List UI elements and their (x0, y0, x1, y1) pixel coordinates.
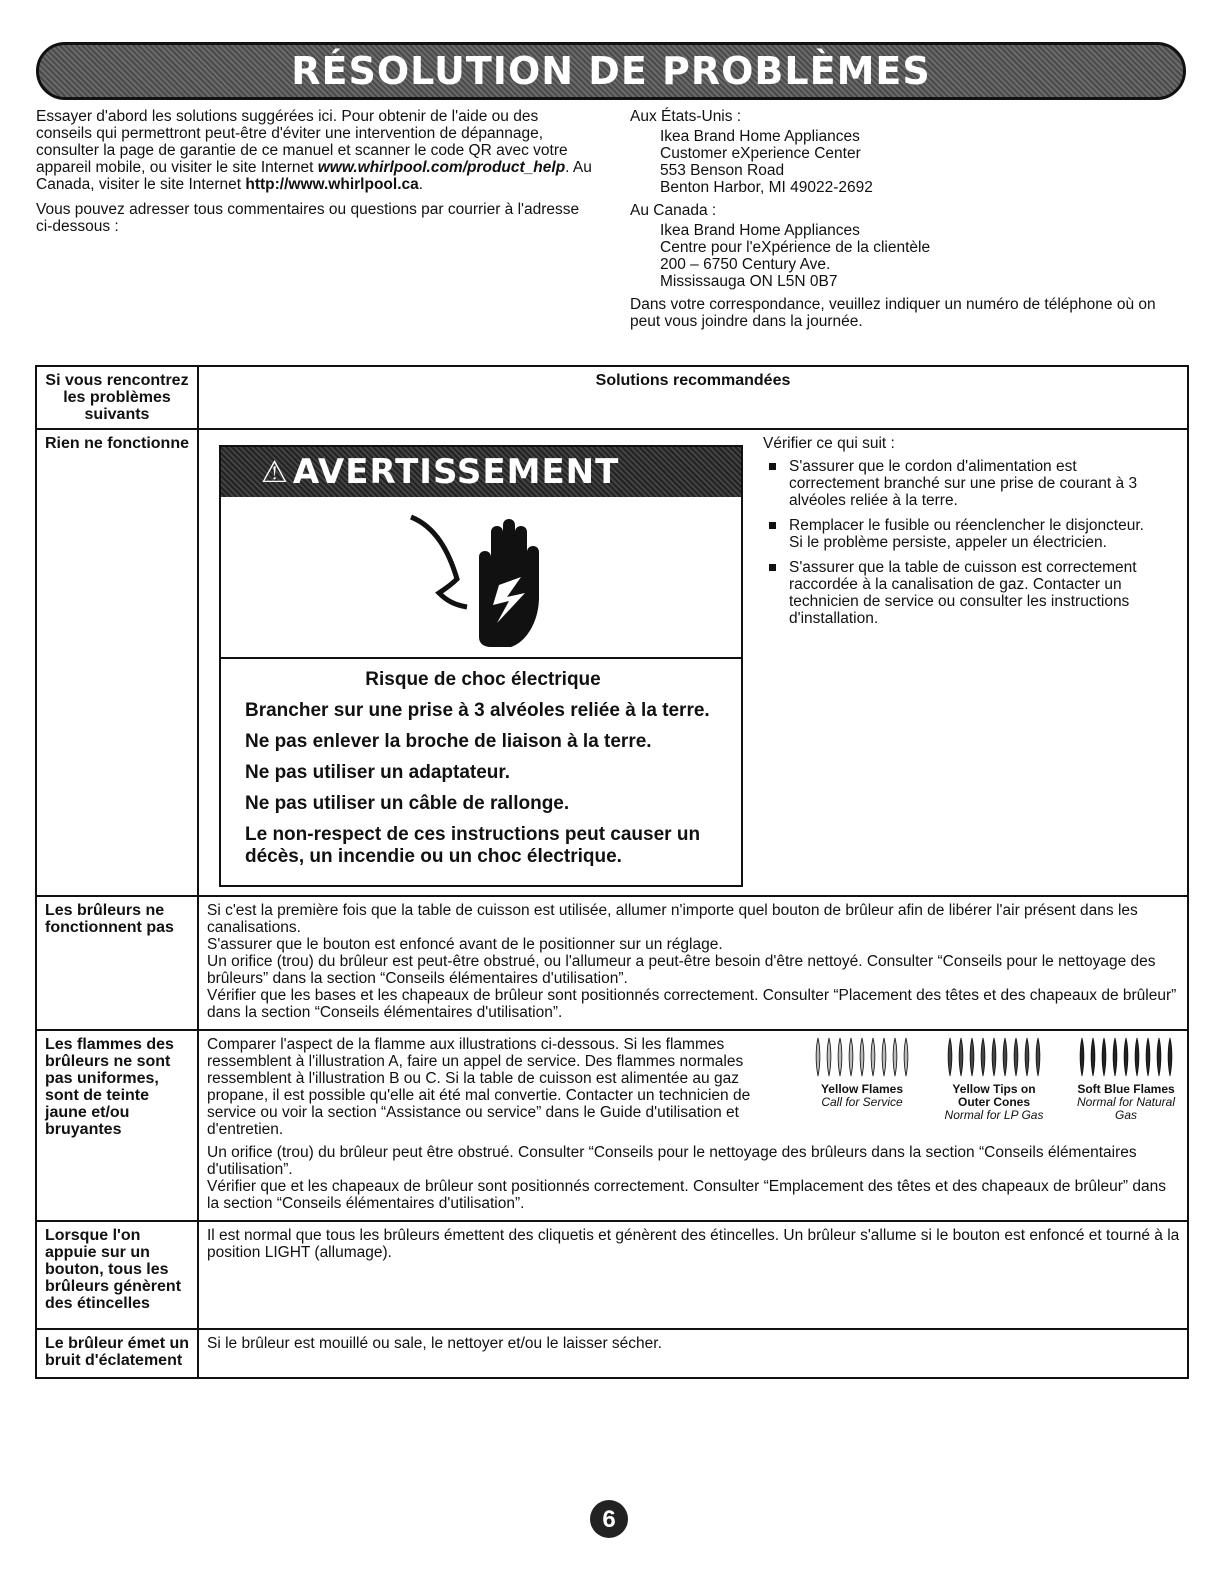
flame-cone (1025, 1038, 1029, 1076)
solution-cell (198, 429, 1188, 896)
warning-line: Le non-respect de ces instructions peut causer un décès, un incendie ou un choc électrique. (245, 824, 701, 867)
flame-cone (1102, 1038, 1106, 1076)
contact-note: Dans votre correspondance, veuillez indiquer un numéro de téléphone où on peut vous joindre dans la journée. (630, 296, 1156, 330)
yellow-tip-flame-icon (944, 1036, 1044, 1078)
flame-cone (1146, 1038, 1150, 1076)
list-item: S'assurer que le cordon d'alimentation est correctement branché sur une prise de courant à 3 alvéoles reliée à la terre. (789, 458, 1158, 509)
whirlpool-ca-link[interactable]: http://www.whirlpool.ca (245, 176, 419, 193)
flame-cone (1014, 1038, 1018, 1076)
table-row (36, 1030, 1188, 1221)
flame-cone (904, 1038, 908, 1076)
warning-line: Ne pas enlever la broche de liaison à la terre. (245, 731, 652, 752)
problem-cell: Les brûleurs ne fonctionnent pas (36, 896, 198, 1030)
check-list-section (763, 435, 1158, 891)
flame-cone (1036, 1038, 1040, 1076)
title-banner (36, 42, 1186, 100)
solution-cell: Si le brûleur est mouillé ou sale, le nettoyer et/ou le laisser sécher. (198, 1329, 1188, 1378)
electric-shock-hand-icon (221, 497, 741, 657)
intro-paragraph-2: Vous pouvez adresser tous commentaires ou questions par courrier à l'adresse ci-dessous : (36, 201, 580, 235)
yellow-flame-icon (812, 1036, 912, 1078)
flame-cone (1003, 1038, 1007, 1076)
table-row (36, 1221, 1188, 1329)
warning-line: Ne pas utiliser un adaptateur. (245, 762, 511, 783)
flame-cone (838, 1038, 842, 1076)
table-row (36, 896, 1188, 1030)
flame-cone (871, 1038, 875, 1076)
table-row (36, 1329, 1188, 1378)
blue-flame-icon (1076, 1036, 1176, 1078)
column-header-solutions: Solutions recommandées (198, 366, 1188, 429)
flame-cone (860, 1038, 864, 1076)
page-title: RÉSOLUTION DE PROBLÈMES (291, 48, 931, 93)
warning-header: ⚠ AVERTISSEMENT (221, 447, 741, 497)
flame-cone (1080, 1038, 1084, 1076)
flame-cone (816, 1038, 820, 1076)
problem-cell: Rien ne fonctionne (36, 429, 198, 896)
flame-cone (849, 1038, 853, 1076)
flame-cone (1113, 1038, 1117, 1076)
page-number: 6 (590, 1500, 628, 1538)
us-address: Ikea Brand Home Appliances Customer eXperience Center 553 Benson Road Benton Harbor, MI 49022-2692 (660, 128, 873, 196)
warning-line: Brancher sur une prise à 3 alvéoles reliée à la terre. (245, 700, 710, 721)
problem-cell: Lorsque l'on appuie sur un bouton, tous les brûleurs génèrent des étincelles (36, 1221, 198, 1329)
table-header-row (36, 366, 1188, 429)
problem-cell: Le brûleur émet un bruit d'éclatement (36, 1329, 198, 1378)
flame-cone (1168, 1038, 1172, 1076)
flame-cone (959, 1038, 963, 1076)
flame-illustration-b: Yellow Tips on Outer Cones Normal for LP Gas (939, 1036, 1049, 1138)
list-item: S'assurer que la table de cuisson est correctement raccordée à la canalisation de gaz. Contacter un technicien de service ou consulter les instructions d'installation. (789, 559, 1158, 627)
warning-triangle-icon: ⚠ (261, 454, 289, 490)
flame-cone (893, 1038, 897, 1076)
whirlpool-help-link[interactable]: www.whirlpool.com/product_help (317, 159, 566, 176)
table-row (36, 429, 1188, 896)
shock-hazard-image (221, 497, 741, 659)
ca-label: Au Canada : (630, 202, 717, 219)
warning-text (221, 659, 741, 885)
intro-paragraph-1: Essayer d'abord les solutions suggérées ici. Pour obtenir de l'aide ou des conseils qui permettront peut-être d'éviter une intervention de dépannage, consulter la page de garantie de ce manuel et scanner le code QR avec votre appareil mobile, ou visiter le site Internet www.whirlpool.com/product_help. Au Canada, visiter le site Internet http://www.whirlpool.ca. (36, 108, 592, 193)
flame-cone (1135, 1038, 1139, 1076)
contact-section (630, 108, 1190, 330)
flame-cone (1124, 1038, 1128, 1076)
column-header-problems: Si vous rencontrez les problèmes suivants (36, 366, 198, 429)
flame-cone (970, 1038, 974, 1076)
flame-cone (992, 1038, 996, 1076)
warning-subtitle: Risque de choc électrique (365, 669, 601, 690)
check-intro: Vérifier ce qui suit : (763, 435, 895, 452)
flame-cone (948, 1038, 952, 1076)
flame-illustration-a: Yellow Flames Call for Service (807, 1036, 917, 1138)
intro-section (36, 108, 596, 243)
flame-cone (882, 1038, 886, 1076)
flame-illustrations (807, 1036, 1181, 1138)
flame-cone (827, 1038, 831, 1076)
troubleshooting-table (35, 365, 1189, 1379)
ca-address: Ikea Brand Home Appliances Centre pour l'eXpérience de la clientèle 200 – 6750 Century Ave. Mississauga ON L5N 0B7 (660, 222, 931, 290)
flame-cone (1157, 1038, 1161, 1076)
list-item: Remplacer le fusible ou réenclencher le disjoncteur. Si le problème persiste, appeler un électricien. (789, 517, 1158, 551)
us-label: Aux États-Unis : (630, 108, 742, 125)
warning-box (219, 445, 743, 887)
problem-cell: Les flammes des brûleurs ne sont pas uniformes, sont de teinte jaune et/ou bruyantes (36, 1030, 198, 1221)
check-list (763, 458, 1158, 627)
solution-cell: Si c'est la première fois que la table de cuisson est utilisée, allumer n'importe quel bouton de brûleur afin de libérer l'air présent dans les canalisations. S'assurer que le bouton est enfoncé avant de le positionner sur un réglage. Un orifice (trou) du brûleur est peut-être obstrué, ou l'allumeur a peut-être besoin d'être nettoyé. Consulter “Conseils pour le nettoyage des brûleurs” dans la section “Conseils élémentaires d'utilisation”. Vérifier que les bases et les chapeaux de brûleur sont positionnés correctement. Consulter “Placement des têtes et des chapeaux de brûleur” dans la section “Conseils élémentaires d'utilisation”. (198, 896, 1188, 1030)
flame-illustration-c: Soft Blue Flames Normal for Natural Gas (1071, 1036, 1181, 1138)
solution-cell: Comparer l'aspect de la flamme aux illustrations ci-dessous. Si les flammes ressemblent à l'illustration A, faire un appel de service. Des flammes normales ressemblent à l'illustration B ou C. Si la table de cuisson est alimentée au gaz propane, il est possible qu'elle ait été mal convertie. Contacter un technicien de service ou voir la section “Assistance ou service” dans le Guide d'utilisation et d'entretien. Yellow Flames Call for Service Yellow Tips on Outer Cones Normal for LP Gas Soft Blue Flames Normal for Natural Gas Un orifice (trou) du brûleur peut être obstrué. Consulter “Conseils pour le nettoyage des brûleurs dans la section “Conseils élémentaires d'utilisation”. Vérifier que et les chapeaux de brûleur sont positionnés correctement. Consulter “Emplacement des têtes et des chapeaux de brûleur” dans la section “Conseils élémentaires d'utilisation”. (198, 1030, 1188, 1221)
flame-cone (1091, 1038, 1095, 1076)
flame-cone (981, 1038, 985, 1076)
solution-cell: Il est normal que tous les brûleurs émettent des cliquetis et génèrent des étincelles. Un brûleur s'allume si le bouton est enfoncé et tourné à la position LIGHT (allumage). (198, 1221, 1188, 1329)
warning-line: Ne pas utiliser un câble de rallonge. (245, 793, 570, 814)
